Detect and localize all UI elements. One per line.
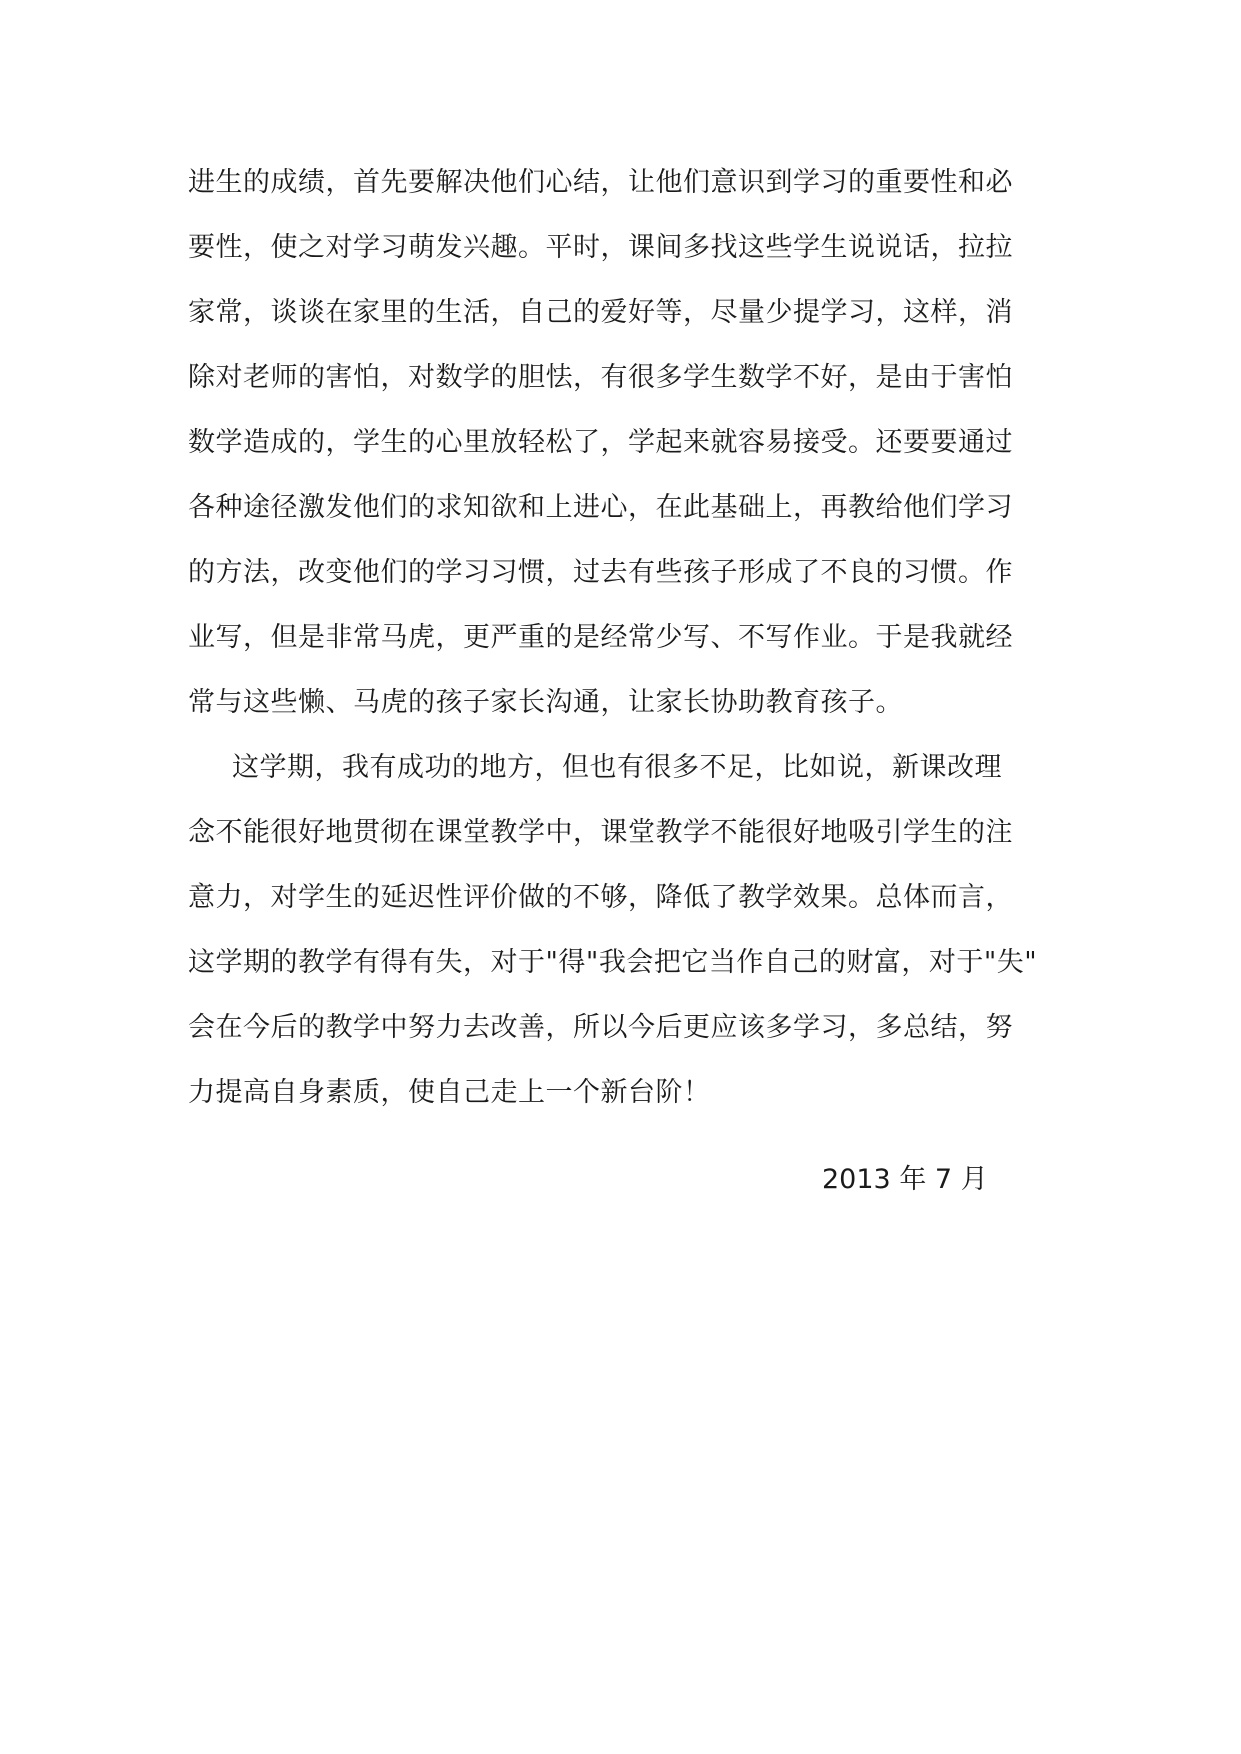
paragraph-line: 常与这些懒、马虎的孩子家长沟通，让家长协助教育孩子。 (188, 687, 903, 718)
paragraph-line: 这学期，我有成功的地方，但也有很多不足，比如说，新课改理 (232, 752, 1002, 783)
paragraph-line: 数学造成的，学生的心里放轻松了，学起来就容易接受。还要要通过 (188, 427, 1013, 458)
paragraph-1 (188, 150, 1058, 735)
date-year: 2013 (822, 1164, 891, 1195)
paragraph-line: 力提高自身素质，使自己走上一个新台阶！ (188, 1077, 711, 1108)
paragraph-line: 业写，但是非常马虎，更严重的是经常少写、不写作业。于是我就经 (188, 622, 1013, 653)
date-month-unit: 月 (960, 1164, 988, 1195)
body-text (188, 150, 1058, 1125)
paragraph-line: 这学期的教学有得有失，对于"得"我会把它当作自己的财富，对于"失" (188, 947, 1038, 978)
date-month: 7 (934, 1164, 953, 1195)
document-date (822, 1160, 988, 1200)
paragraph-line: 要性，使之对学习萌发兴趣。平时，课间多找这些学生说说话，拉拉 (188, 232, 1013, 263)
paragraph-line: 的方法，改变他们的学习习惯，过去有些孩子形成了不良的习惯。作 (188, 557, 1013, 588)
paragraph-line: 进生的成绩，首先要解决他们心结，让他们意识到学习的重要性和必 (188, 167, 1013, 198)
paragraph-2 (188, 735, 1058, 1125)
paragraph-line: 念不能很好地贯彻在课堂教学中，课堂教学不能很好地吸引学生的注 (188, 817, 1013, 848)
paragraph-line: 家常，谈谈在家里的生活，自己的爱好等，尽量少提学习，这样，消 (188, 297, 1013, 328)
paragraph-line: 意力，对学生的延迟性评价做的不够，降低了教学效果。总体而言， (188, 882, 1013, 913)
paragraph-line: 各种途径激发他们的求知欲和上进心，在此基础上，再教给他们学习 (188, 492, 1013, 523)
paragraph-line: 除对老师的害怕，对数学的胆怯，有很多学生数学不好，是由于害怕 (188, 362, 1013, 393)
paragraph-line: 会在今后的教学中努力去改善，所以今后更应该多学习，多总结，努 (188, 1012, 1013, 1043)
date-year-unit: 年 (899, 1164, 927, 1195)
